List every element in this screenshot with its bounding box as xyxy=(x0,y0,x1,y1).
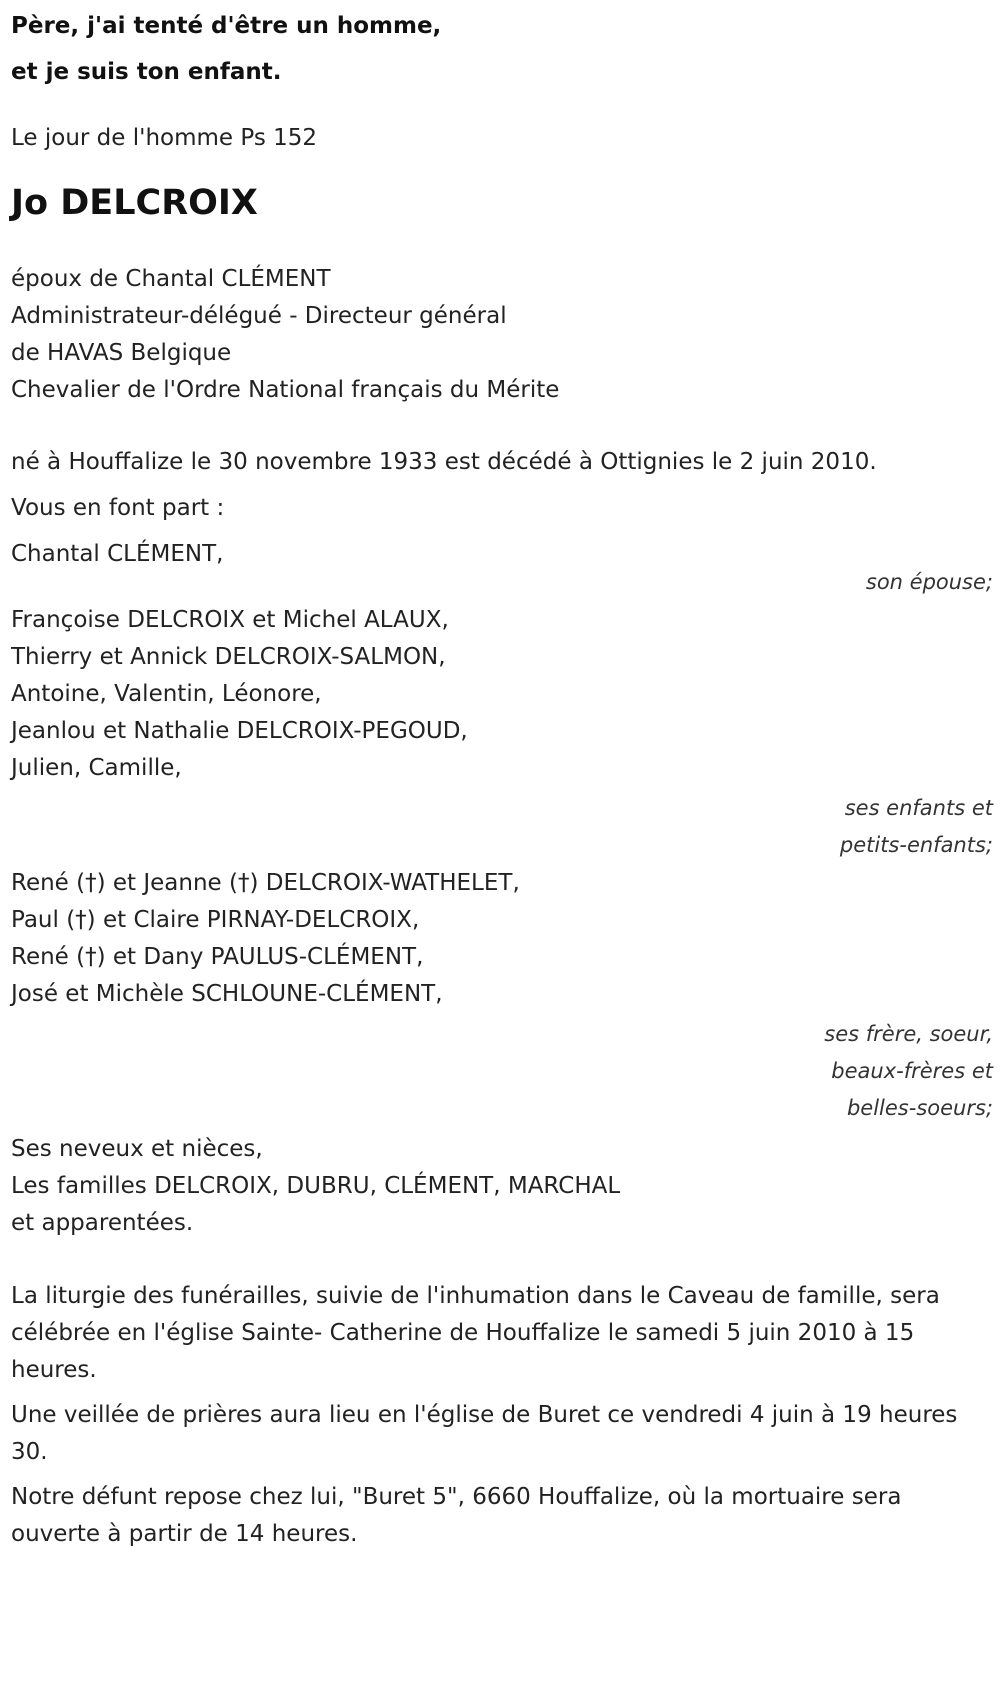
birth-death-statement: né à Houffalize le 30 novembre 1933 est décédé à Ottignies le 2 juin 2010. xyxy=(11,449,877,475)
relation-label: petits-enfants; xyxy=(839,833,993,857)
family-siblings xyxy=(11,865,993,1127)
relation-label: belles-soeurs; xyxy=(846,1096,993,1120)
family-name-line: Antoine, Valentin, Léonore, xyxy=(11,681,322,707)
family-name-line: Chantal CLÉMENT, xyxy=(11,541,224,567)
family-name-line: Ses neveux et nièces, xyxy=(11,1136,263,1162)
title-line: Chevalier de l'Ordre National français du Mérite xyxy=(11,377,560,403)
family-name-line: et apparentées. xyxy=(11,1210,194,1236)
family-others xyxy=(11,1131,993,1242)
relation-label: son épouse; xyxy=(865,570,993,594)
deceased-name: Jo DELCROIX xyxy=(11,183,258,223)
verse-reference: Le jour de l'homme Ps 152 xyxy=(11,125,318,151)
family-name-line: Jeanlou et Nathalie DELCROIX-PEGOUD, xyxy=(11,718,468,744)
family-name-line: Julien, Camille, xyxy=(11,755,182,781)
announcement: Vous en font part : xyxy=(11,495,225,521)
title-line: de HAVAS Belgique xyxy=(11,340,232,366)
family-children xyxy=(11,602,993,864)
title-line: époux de Chantal CLÉMENT xyxy=(11,266,331,292)
verse-line-2: et je suis ton enfant. xyxy=(11,59,282,85)
vigil-details: Une veillée de prières aura lieu en l'église de Buret ce vendredi 4 juin à 19 heures 30. xyxy=(11,1402,958,1465)
family-name-line: Paul (†) et Claire PIRNAY-DELCROIX, xyxy=(11,907,420,933)
title-line: Administrateur-délégué - Directeur général xyxy=(11,303,507,329)
funeral-details: La liturgie des funérailles, suivie de l'inhumation dans le Caveau de famille, sera célébrée en l'église Sainte- Catherine de Houffalize le samedi 5 juin 2010 à 15 heures. xyxy=(11,1283,940,1383)
relation-label: beaux-frères et xyxy=(831,1059,993,1083)
family-name-line: Les familles DELCROIX, DUBRU, CLÉMENT, MARCHAL xyxy=(11,1173,621,1199)
opening-verse xyxy=(11,0,993,97)
family-name-line: René (†) et Jeanne (†) DELCROIX-WATHELET, xyxy=(11,870,520,896)
relation-label: ses enfants et xyxy=(844,796,993,820)
family-name-line: Thierry et Annick DELCROIX-SALMON, xyxy=(11,644,446,670)
obituary-page xyxy=(11,0,993,1553)
family-name-line: René (†) et Dany PAULUS-CLÉMENT, xyxy=(11,944,424,970)
family-spouse xyxy=(11,534,993,602)
relation-label: ses frère, soeur, xyxy=(824,1022,993,1046)
family-name-line: Françoise DELCROIX et Michel ALAUX, xyxy=(11,607,449,633)
verse-line-1: Père, j'ai tenté d'être un homme, xyxy=(11,13,442,39)
deceased-titles xyxy=(11,259,993,410)
family-name-line: José et Michèle SCHLOUNE-CLÉMENT, xyxy=(11,981,443,1007)
visitation-details: Notre défunt repose chez lui, "Buret 5", 6660 Houffalize, où la mortuaire sera ouverte à partir de 14 heures. xyxy=(11,1484,902,1547)
